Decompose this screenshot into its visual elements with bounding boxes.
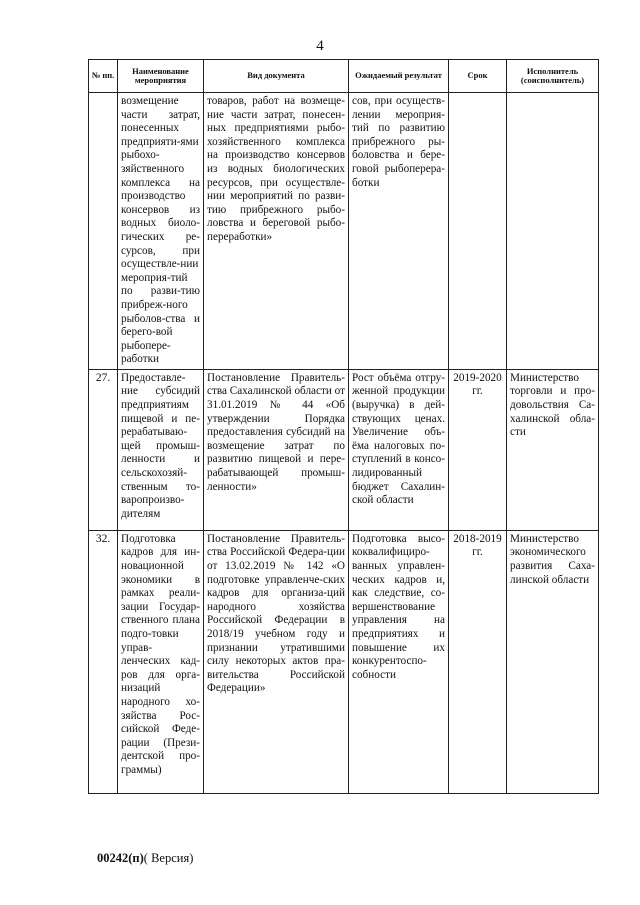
row-num: 32. — [89, 530, 118, 793]
document-footer — [97, 851, 193, 866]
row-term: 2019-2020 гг. — [449, 369, 507, 530]
row-executor — [507, 93, 599, 370]
header-name: Наименование мероприятия — [118, 60, 204, 93]
row-name: Подготовка кадров для ин-новационной экономики в рамках реали-зации Государ-ственного плана подго-товки управ-ленческих кад-ров для орга-низаций народного хо-зяйства Рос-сийской Феде-рации (Прези-дентской про-граммы) — [118, 530, 204, 793]
header-doc: Вид документа — [204, 60, 349, 93]
row-term — [449, 93, 507, 370]
row-executor: Министерство экономического развития Саха-линской области — [507, 530, 599, 793]
row-num: 27. — [89, 369, 118, 530]
header-executor: Исполнитель (соисполнитель) — [507, 60, 599, 93]
row-num — [89, 93, 118, 370]
table-row — [89, 369, 599, 530]
row-result: Рост объёма отгру-женной продукции (выручка) в дей-ствующих ценах. Увеличение объ-ёма налоговых по-ступлений в консо-лидированный бюджет Сахалин-ской области — [349, 369, 449, 530]
row-result: сов, при осуществ-лении мероприя-тий по развитию прибрежного ры-боловства и бере-говой рыбоперера-ботки — [349, 93, 449, 370]
table-header-row — [89, 60, 599, 93]
document-version: ( Версия) — [143, 851, 194, 865]
header-term: Срок — [449, 60, 507, 93]
row-doc: Постановление Правитель-ства Сахалинской области от 31.01.2019 № 44 «Об утверждении Порядка предоставления субсидий на возмещение затрат по развитию пищевой и пере-рабатывающей промыш-ленности» — [204, 369, 349, 530]
document-code: 00242(п) — [97, 851, 144, 865]
row-term: 2018-2019 гг. — [449, 530, 507, 793]
row-executor: Министерство торговли и про-довольствия Са-халинской обла-сти — [507, 369, 599, 530]
header-num: № пп. — [89, 60, 118, 93]
table-row — [89, 93, 599, 370]
row-result: Подготовка высо-коквалифициро-ванных управлен-ческих кадров и, как следствие, со-вершенствование управления на предприятиях и повышение их конкурентоспо-собности — [349, 530, 449, 793]
row-name: Предоставле-ние субсидий предприятиям пищевой и пе-рерабатываю-щей промыш-ленности и сельскохозяй-ственным то-варопроизво-дителям — [118, 369, 204, 530]
table-row — [89, 530, 599, 793]
header-result: Ожидаемый результат — [349, 60, 449, 93]
page-number: 4 — [316, 38, 324, 54]
row-doc: товаров, работ на возмеще-ние части затрат, понесен-ных предприятиями рыбо-хозяйственного комплекса на производство консервов из водных биологических ресурсов, при осуществле-нии мероприятий по разви-тию прибрежного рыбо-ловства и береговой рыбо-переработки» — [204, 93, 349, 370]
measures-table — [88, 59, 599, 794]
row-name: возмещение части затрат, понесенных предприяти-ями рыбохо-зяйственного комплекса на производство консервов из водных биоло-гических ре-сурсов, при осуществле-нии мероприя-тий по разви-тию прибреж-ного рыболов-ства и берего-вой рыбопере-работки — [118, 93, 204, 370]
row-doc: Постановление Правитель-ства Российской Федера-ции от 13.02.2019 № 142 «О подготовке управленче-ских кадров для организа-ций народного хозяйства Российской Федерации в 2018/19 учебном году и признании утратившими силу некоторых актов пра-вительства Российской Федерации» — [204, 530, 349, 793]
